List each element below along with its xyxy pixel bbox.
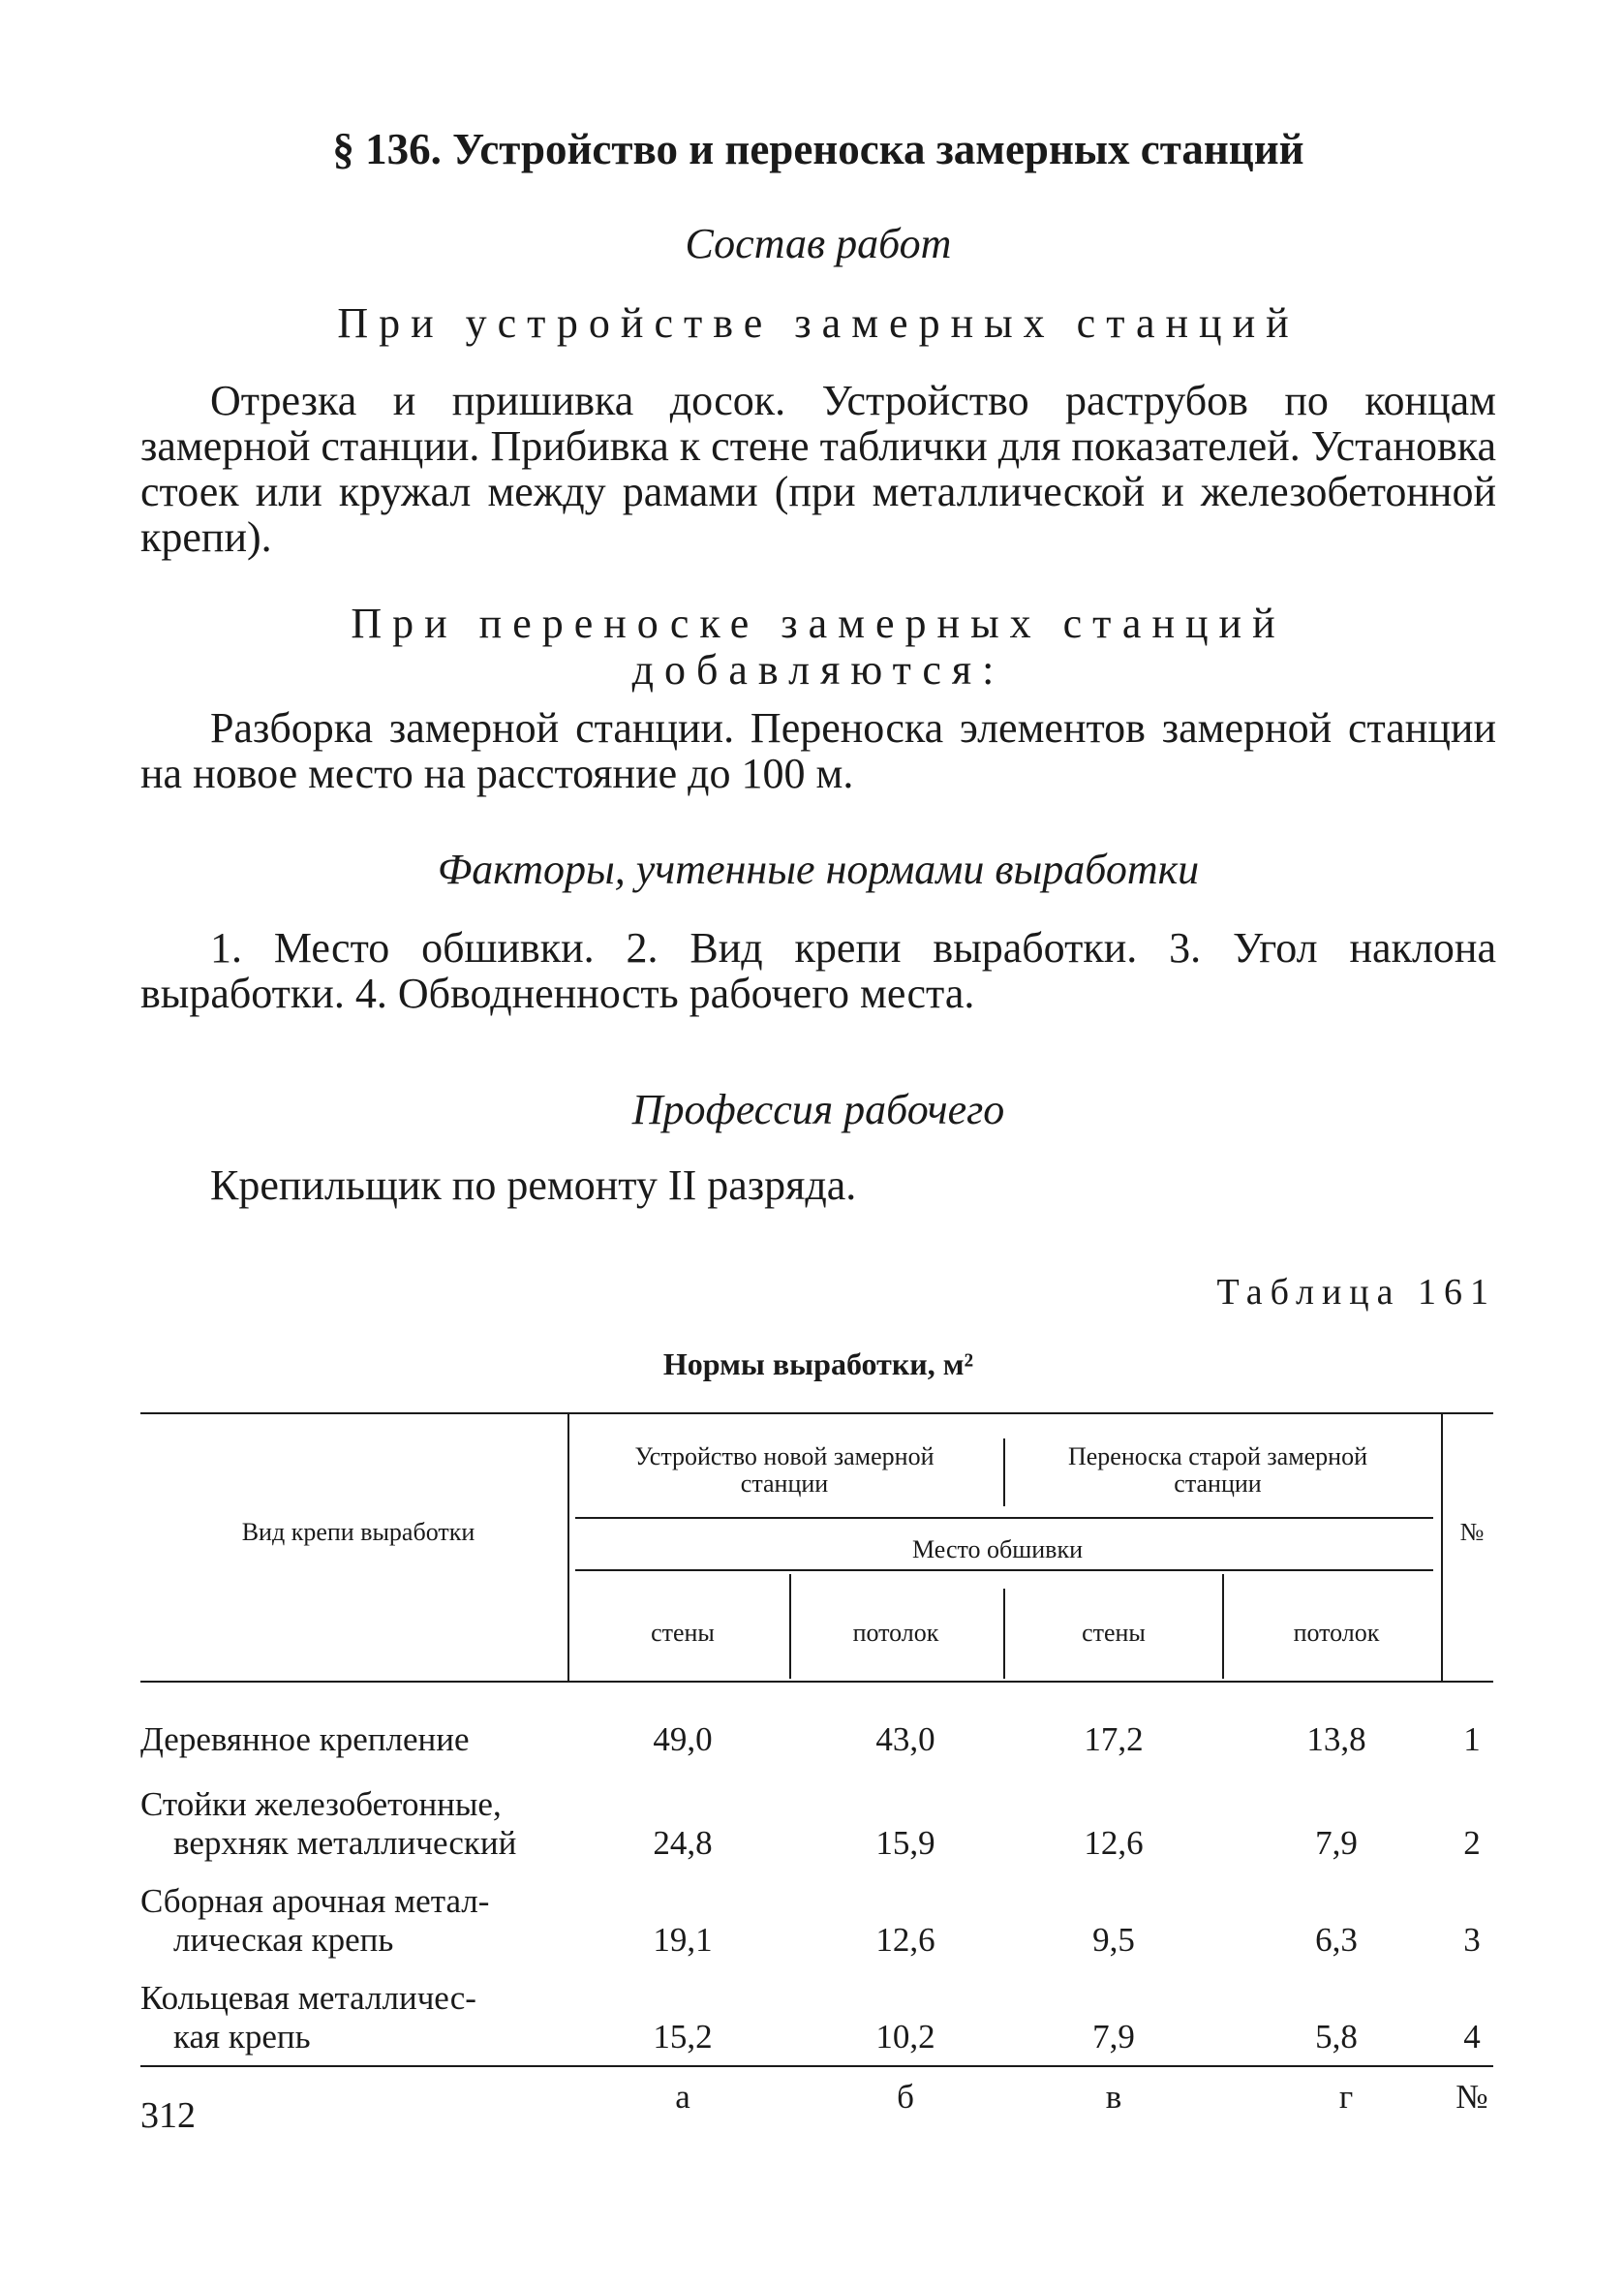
cell-old-ceiling: 13,8 — [1306, 1720, 1366, 1758]
cell-old-ceiling: 6,3 — [1315, 1921, 1358, 1959]
row-label — [140, 1979, 586, 2056]
install-text: Отрезка и пришивка досок. Устройство раструбов по концам замерной станции. Прибивка к стене таблички для показателей. Установка стоек или кружал между рамами (при металлической и железобетонной крепи). — [140, 377, 1496, 561]
cell-new-ceiling: 12,6 — [875, 1921, 935, 1959]
subgroup-underline — [575, 1569, 1433, 1571]
work-composition-heading: Состав работ — [685, 220, 952, 267]
cell-new-ceiling: 10,2 — [875, 2018, 935, 2056]
cell-row-number: 3 — [1463, 1921, 1481, 1959]
cell-old-walls: 12,6 — [1084, 1824, 1144, 1862]
header-ceiling-new: потолок — [852, 1619, 939, 1647]
transfer-heading-line1: При переноске замерных станций — [351, 600, 1286, 647]
header-walls-old: стены — [1082, 1619, 1146, 1647]
cell-old-ceiling: 5,8 — [1315, 2018, 1358, 2056]
table-bottom-rule — [140, 2065, 1493, 2067]
profession-heading: Профессия рабочего — [631, 1086, 1005, 1133]
table-top-rule — [140, 1412, 1493, 1414]
cell-row-number: 2 — [1463, 1824, 1481, 1862]
header-row-label: Вид крепи выработки — [241, 1518, 475, 1546]
group-underline — [575, 1517, 1433, 1519]
column-letter-number: № — [1455, 2078, 1488, 2116]
header-divider-3 — [1222, 1574, 1224, 1679]
column-letter-g: г — [1338, 2078, 1354, 2116]
row-label-line2: верхняк металлический — [173, 1824, 517, 1862]
section-title: § 136. Устройство и переноска замерных станций — [332, 125, 1304, 173]
cell-new-walls: 24,8 — [653, 1824, 713, 1862]
row-label-line1: Деревянное крепление — [140, 1720, 470, 1758]
row-label-line2: лическая крепь — [173, 1921, 394, 1959]
cell-old-ceiling: 7,9 — [1315, 1824, 1358, 1862]
cell-new-ceiling: 43,0 — [875, 1720, 935, 1758]
cell-new-walls: 19,1 — [653, 1921, 713, 1959]
row-label-line1: Стойки железобетонные, — [140, 1785, 502, 1823]
factors-heading: Факторы, учтенные нормами выработки — [437, 846, 1200, 893]
install-heading: При устройстве замерных станций — [337, 299, 1300, 347]
row-label — [140, 1785, 586, 1863]
header-group-old: Переноска старой замерной станции — [1067, 1442, 1368, 1498]
cell-old-walls: 7,9 — [1092, 2018, 1135, 2056]
header-divider-number — [1441, 1414, 1443, 1681]
cell-row-number: 4 — [1463, 2018, 1481, 2056]
header-number: № — [1459, 1518, 1485, 1546]
table-title: Нормы выработки, м² — [662, 1346, 974, 1381]
column-letter-b: б — [897, 2078, 914, 2116]
transfer-text: Разборка замерной станции. Переноска элементов замерной станции на новое место на расстояние до 100 м. — [140, 704, 1496, 797]
factors-text: 1. Место обшивки. 2. Вид крепи выработки. 3. Угол наклона выработки. 4. Обводненность рабочего места. — [140, 924, 1496, 1017]
header-divider-1 — [789, 1574, 791, 1679]
profession-text: Крепильщик по ремонту II разряда. — [210, 1161, 857, 1209]
row-label-line2: кая крепь — [173, 2018, 311, 2056]
header-group-new: Устройство новой замерной станции — [634, 1442, 935, 1498]
header-bottom-rule — [140, 1681, 1493, 1683]
row-label — [140, 1720, 586, 1759]
row-label-line1: Кольцевая металличес- — [140, 1979, 476, 2017]
transfer-heading-line2: добавляются: — [631, 646, 1005, 694]
page-number: 312 — [140, 2095, 196, 2136]
header-divider-label — [567, 1414, 569, 1681]
cell-row-number: 1 — [1463, 1720, 1481, 1758]
row-label — [140, 1882, 586, 1960]
column-letter-a: а — [675, 2078, 690, 2116]
row-label-line1: Сборная арочная метал- — [140, 1882, 490, 1920]
column-letter-v: в — [1105, 2078, 1122, 2116]
cell-new-walls: 15,2 — [653, 2018, 713, 2056]
header-walls-new: стены — [651, 1619, 715, 1647]
cell-old-walls: 17,2 — [1084, 1720, 1144, 1758]
header-divider-groups — [1003, 1438, 1005, 1506]
cell-new-walls: 49,0 — [653, 1720, 713, 1758]
cell-old-walls: 9,5 — [1092, 1921, 1135, 1959]
header-ceiling-old: потолок — [1293, 1619, 1380, 1647]
cell-new-ceiling: 15,9 — [875, 1824, 935, 1862]
header-divider-2 — [1003, 1589, 1005, 1679]
header-subgroup: Место обшивки — [911, 1535, 1083, 1563]
table-label: Таблица 161 — [1216, 1272, 1496, 1313]
